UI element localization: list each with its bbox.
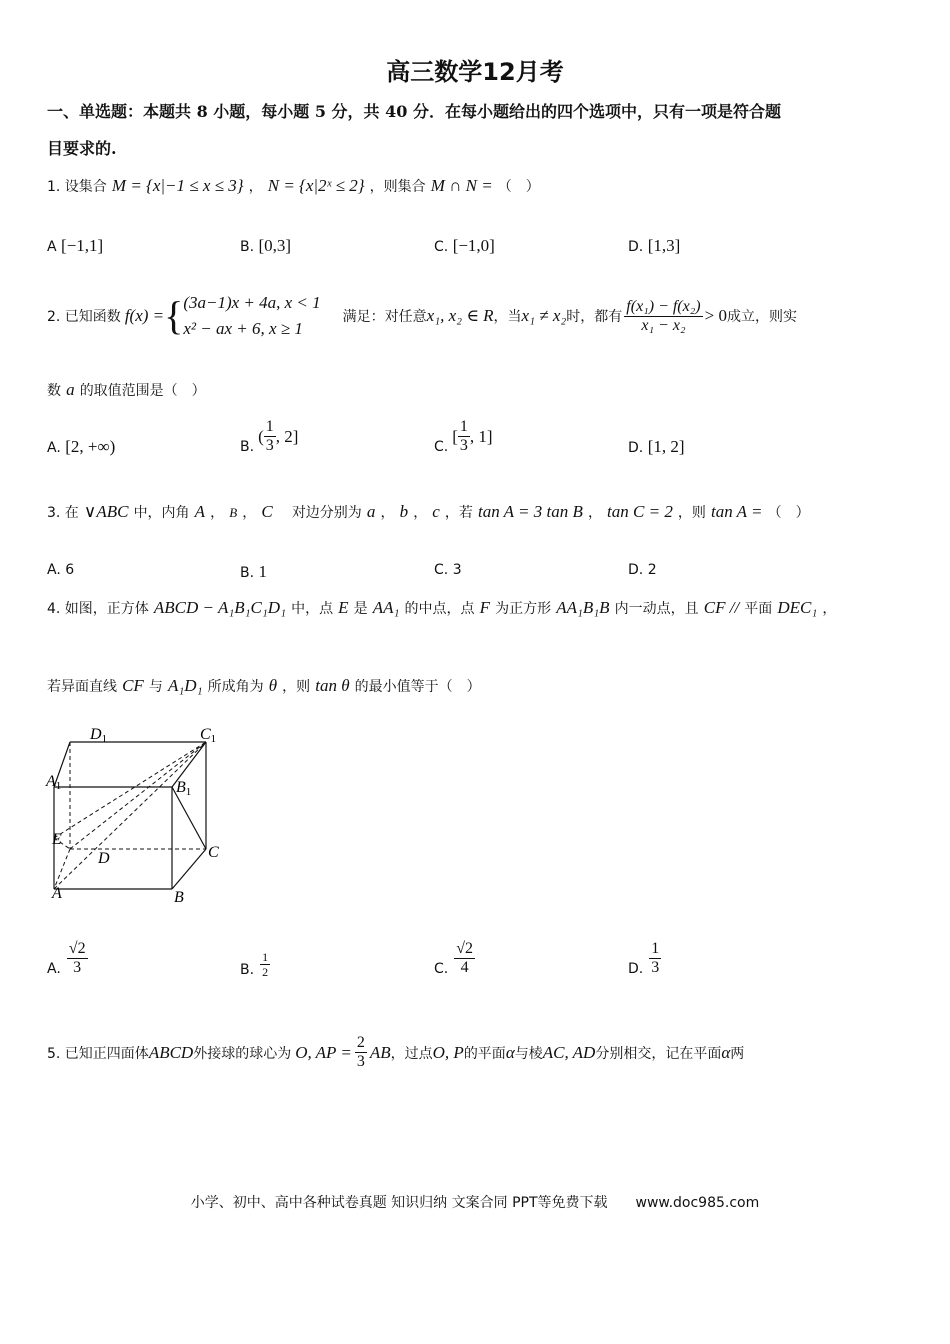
edge-da [54, 849, 70, 889]
q5-oap: O, AP = [295, 1042, 352, 1062]
q3-option-c-label: C. [434, 562, 449, 578]
q3-comma-2: ， [242, 505, 257, 521]
q3-option-b [240, 562, 267, 582]
q4-min: 的最小值等于（ ） [354, 679, 481, 695]
q3-if: ，若 [444, 505, 473, 521]
q4-end-comma: ， [822, 601, 837, 617]
q2-option-c-den: 3 [459, 437, 468, 454]
q3-option-c [434, 562, 462, 578]
q3-option-a [47, 562, 74, 578]
q5-ab: AB [369, 1042, 391, 1062]
q3-comma-1: ， [210, 505, 225, 521]
q5-alpha: α [505, 1042, 515, 1062]
q2-option-c-label: C. [434, 438, 449, 455]
q3-option-a-label: A. [47, 562, 61, 578]
q2-option-c [434, 418, 493, 455]
label-c1: C1 [200, 726, 217, 745]
q2-option-a-value: [2, +∞) [65, 437, 116, 456]
q2-option-d [628, 437, 685, 457]
q3-angle-a: A [194, 502, 206, 521]
q2-holds: 成立，则实 [726, 309, 797, 325]
q4-option-b [240, 950, 270, 979]
q3-option-a-value: 6 [65, 562, 75, 578]
label-d: D [98, 850, 110, 867]
q5-two: 两 [730, 1045, 745, 1062]
q4-point-e: E [338, 598, 349, 617]
page-title: 高三数学12月考 [386, 58, 564, 86]
q3-angle-c: C [261, 502, 273, 521]
q4-is: 是 [353, 601, 368, 617]
q2-option-b-frac [264, 418, 276, 455]
q2-fraction [624, 298, 702, 335]
q4-number: 4. 如图，正方体 [47, 601, 149, 617]
q2-option-b [240, 418, 298, 455]
q3-option-b-label: B. [240, 565, 255, 581]
q1-option-c [434, 236, 495, 256]
q4-option-d-label: D. [628, 960, 644, 977]
q1-option-c-label: C. [434, 239, 449, 255]
q3-side-a: a [366, 502, 376, 521]
q1-option-a-value: [−1,1] [61, 236, 104, 255]
q1-set-n: N = {x|2ˣ ≤ 2} [267, 176, 365, 195]
section-heading-line2: 目要求的. [47, 139, 117, 158]
q1-paren: （ ） [497, 179, 540, 195]
q2-option-b-open: ( [258, 426, 264, 446]
q3-eq2: tan C = 2 [607, 502, 673, 521]
q2-option-c-num: 1 [459, 418, 468, 435]
q4-option-a-label: A. [47, 960, 61, 977]
q2-frac-num: f(x₁) − f(x₂) [626, 297, 701, 315]
q1-option-d [628, 236, 680, 256]
q3-mid: 中，内角 [133, 505, 190, 521]
q3-option-d-label: D. [628, 562, 644, 578]
q4-cf: CF [122, 676, 144, 695]
q2-when: ，当 [493, 309, 522, 325]
q3-comma-5: ， [587, 505, 602, 521]
question-3 [47, 502, 810, 522]
q2-frac-den: x₁ − x₂ [641, 316, 686, 334]
label-b1: B1 [176, 779, 192, 798]
q4-point-f: F [479, 598, 491, 617]
q3-option-c-value: 3 [452, 562, 462, 578]
q1-option-d-label: D. [628, 239, 644, 255]
q4-line2-a: 若异面直线 [47, 679, 117, 695]
q5-frac-den: 3 [356, 1053, 365, 1070]
q2-satisfy: 满足：对任意 [342, 309, 427, 325]
q3-option-d-value: 2 [647, 562, 657, 578]
q5-frac-num: 2 [356, 1034, 365, 1051]
q2-gt: > 0 [704, 306, 727, 325]
q4-cube: ABCD − A₁B₁C₁D₁ [153, 598, 286, 617]
q1-option-a-label: A [47, 239, 57, 255]
q1-option-b [240, 236, 291, 256]
q4-option-c-label: C. [434, 960, 449, 977]
q2-option-c-frac [458, 418, 470, 455]
q4-with: 与 [148, 679, 163, 695]
edge-bc [172, 849, 206, 889]
q3-option-d [628, 562, 657, 578]
q2-option-d-label: D. [628, 440, 644, 456]
q2-option-c-open: [ [452, 426, 458, 446]
q1-expr: M ∩ N = [430, 176, 493, 195]
q4-square: 为正方形 [495, 601, 552, 617]
q2-neq: x₁ ≠ x₂ [521, 306, 567, 325]
q3-triangle: ∨ABC [83, 502, 129, 521]
q2-case-1: (3a−1)x + 4a, x < 1 [183, 293, 321, 312]
q2-fx: f(x) = [124, 306, 165, 325]
q1-comma: ， [248, 179, 263, 195]
q4-option-c-num: √2 [456, 940, 474, 957]
q5-abcd: ABCD [148, 1042, 194, 1062]
label-d1: D1 [90, 726, 108, 745]
q4-option-a [47, 940, 88, 977]
q3-paren: （ ） [767, 505, 810, 521]
q2-option-b-close: , 2] [275, 426, 299, 446]
q5-outer: 外接球的球心为 [193, 1045, 292, 1062]
q2-have: 时，都有 [566, 309, 623, 325]
label-e: E [52, 831, 62, 848]
q4-tan: tan θ [315, 676, 350, 695]
label-a1: A1 [46, 773, 62, 792]
q1-option-b-value: [0,3] [258, 236, 292, 255]
q4-option-a-num: √2 [68, 940, 86, 957]
q1-option-a [47, 236, 103, 256]
q1-option-c-value: [−1,0] [452, 236, 495, 255]
q3-then: ，则 [677, 505, 706, 521]
q5-with: 与棱 [514, 1045, 543, 1062]
q2-line-2 [47, 380, 206, 400]
q4-option-b-num: 1 [262, 950, 269, 964]
q1-option-b-label: B. [240, 239, 255, 255]
q2-vars: x₁, x₂ ∈ R [426, 306, 494, 325]
q4-option-a-frac [67, 940, 88, 977]
q4-theta: θ [268, 676, 278, 695]
q3-side-b: b [399, 502, 409, 521]
q3-eq3: tan A = [711, 502, 763, 521]
q1-then: ，则集合 [369, 179, 426, 195]
q2-line2-b: 的取值范围是（ ） [79, 383, 206, 399]
q5-plane: 的平面 [463, 1045, 506, 1062]
q4-plane: 平面 [744, 601, 773, 617]
q4-line-2 [47, 676, 481, 696]
q2-option-a [47, 437, 115, 457]
q1-set-m: M = {x|−1 ≤ x ≤ 3} [111, 176, 244, 195]
q3-angle-b: B [229, 505, 238, 520]
q5-fraction [355, 1034, 367, 1071]
q4-option-c-den: 4 [460, 959, 469, 976]
cube-figure [40, 722, 230, 912]
q5-alpha-2: α [721, 1042, 731, 1062]
q4-option-a-den: 3 [73, 959, 82, 976]
q4-dec1: DEC₁ [777, 598, 818, 617]
q4-face: AA₁B₁B [556, 598, 610, 617]
segment-ac1 [54, 742, 206, 889]
q4-midpoint: 的中点，点 [404, 601, 475, 617]
q3-opp: 对边分别为 [291, 505, 362, 521]
q4-option-c [434, 940, 475, 977]
q3-number: 3. 在 [47, 505, 79, 521]
q4-option-b-label: B. [240, 961, 255, 978]
q2-option-b-num: 1 [265, 418, 274, 435]
q4-option-c-frac [454, 940, 475, 977]
q4-option-b-den: 2 [262, 965, 269, 979]
label-b: B [174, 889, 184, 906]
q2-case-2: x² − ax + 6, x ≥ 1 [183, 319, 303, 338]
q4-option-d-den: 3 [651, 959, 660, 976]
label-c: C [208, 844, 219, 861]
q3-eq1: tan A = 3 tan B [478, 502, 583, 521]
question-5 [47, 1034, 744, 1071]
q3-option-b-value: 1 [258, 562, 268, 581]
q3-comma-4: ， [413, 505, 428, 521]
q2-option-b-den: 3 [265, 437, 274, 454]
q5-edges: AC, AD [542, 1042, 596, 1062]
question-4 [47, 598, 836, 618]
q5-through: ，过点 [390, 1045, 433, 1062]
q3-side-c: c [432, 502, 440, 521]
q4-inner: 内一动点，且 [614, 601, 699, 617]
q2-cases [183, 290, 320, 342]
q2-option-b-label: B. [240, 438, 255, 455]
q5-op: O, P [432, 1042, 464, 1062]
q2-brace: { [164, 293, 184, 338]
q2-line2-a: 数 [47, 383, 61, 399]
q4-option-b-frac [260, 950, 270, 979]
q1-number: 1. 设集合 [47, 179, 107, 195]
footer-text: 小学、初中、高中各种试卷真题 知识归纳 文案合同 PPT等免费下载 www.doc985.com [190, 1195, 760, 1211]
label-a: A [52, 885, 62, 902]
q1-option-d-value: [1,3] [647, 236, 681, 255]
q4-angle: 所成角为 [207, 679, 264, 695]
q4-a1d1: A₁D₁ [168, 676, 203, 695]
q2-number: 2. 已知函数 [47, 309, 121, 325]
q2-option-d-value: [1, 2] [647, 437, 685, 456]
q4-mid: 中，点 [291, 601, 334, 617]
q5-intersect: 分别相交，记在平面 [595, 1045, 722, 1062]
q2-option-a-label: A. [47, 440, 61, 456]
q5-number: 5. 已知正四面体 [47, 1045, 149, 1062]
q4-option-d-frac [649, 940, 661, 977]
section-heading-line1: 一、单选题：本题共 8 小题，每小题 5 分，共 40 分．在每小题给出的四个选项中，只有一项是符合题 [47, 102, 781, 121]
q4-then: ，则 [282, 679, 311, 695]
q3-comma-3: ， [380, 505, 395, 521]
q2-option-c-close: , 1] [469, 426, 493, 446]
q4-option-d [628, 940, 661, 977]
q4-aa1: AA₁ [372, 598, 400, 617]
q2-var-a: a [66, 380, 75, 399]
q4-option-d-num: 1 [651, 940, 660, 957]
question-1 [47, 176, 540, 196]
question-2 [47, 290, 797, 342]
q4-cf-parallel: CF // [703, 598, 740, 617]
